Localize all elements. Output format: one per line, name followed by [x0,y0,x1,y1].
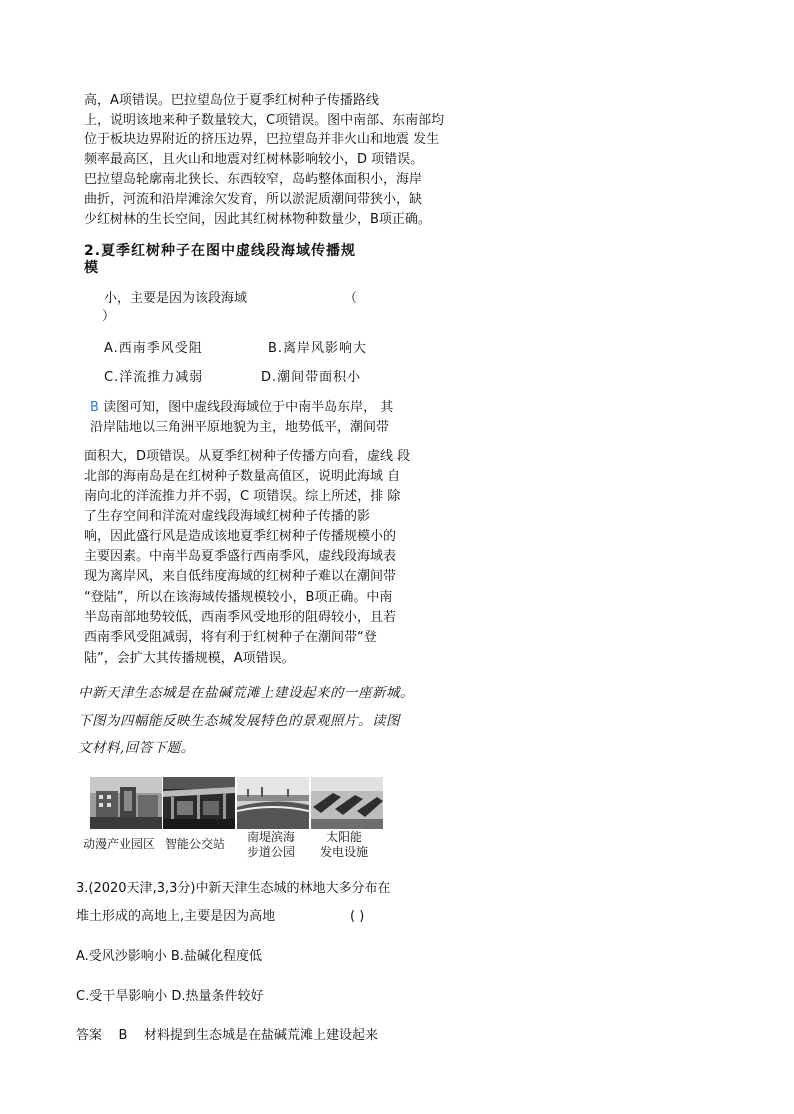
q1-expl-line: 上，说明该地来种子数量较大，C项错误。图中南部、东南部均 [84,113,445,128]
caption-animation-park: 动漫产业园区 [83,837,156,851]
material-line1: 中新天津生态城是在盐碱荒滩上建设起来的一座新城。 [78,685,414,701]
q2-stem [84,243,356,260]
q3-explanation: 材料提到生态城是在盐碱荒滩上建设起来 [144,1028,379,1043]
q2-expl-line: 现为离岸风，来自低纬度海域的红树种子难以在潮间带 [84,569,397,584]
q2-expl-line: 西南季风受阻减弱，将有利于红树种子在潮间带“登 [84,630,377,645]
q3-options-ab: A.受风沙影响小 B.盐碱化程度低 [76,949,262,964]
q2-option-d: D.潮间带面积小 [261,370,362,385]
caption-line: 步道公园 [247,845,296,859]
q2-expl-first-line: 读图可知，图中虚线段海域位于中南半岛东岸， 其 [103,400,394,415]
q2-option-b: B.离岸风影响大 [268,341,368,356]
q2-option-a: A.西南季风受阻 [104,341,203,356]
q1-expl-line: 曲折，河流和沿岸滩涂欠发育，所以淤泥质潮间带狭小，缺 [84,192,423,207]
caption-smart-bus-stop: 智能公交站 [165,837,226,851]
q2-option-c: C.洋流推力减弱 [104,370,204,385]
photo-seaside-park [237,777,309,829]
q1-expl-line: 高，A项错误。巴拉望岛位于夏季红树种子传播路线 [84,93,379,108]
q2-paren-close: ） [102,309,116,324]
photo-animation-park [90,777,162,829]
q2-expl-line: 半岛南部地势较低，西南季风受地形的阻碍较小，且若 [84,610,397,625]
photo-solar-facility [311,777,383,829]
q3-paren: ( ) [350,909,365,924]
q2-expl-line: 面积大，D项错误。从夏季红树种子传播方向看，虚线 段 [84,449,411,464]
q1-expl-line: 少红树林的生长空间，因此其红树林物种数量少，B项正确。 [84,212,431,227]
q2-expl-line: “登陆”，所以在该海域传播规模较小，B项正确。中南 [84,590,393,605]
photo-smart-bus-stop [163,777,235,829]
caption-line: 太阳能 [326,830,363,844]
q2-paren-open: （ [344,291,358,306]
q2-number: 2. [84,243,102,259]
q2-expl-line: 了生存空间和洋流对虚线段海域红树种子传播的影 [84,509,371,524]
landscape-photos [90,777,386,829]
q2-expl-line: 主要因素。中南半岛夏季盛行西南季风，虚线段海域表 [84,549,397,564]
caption-solar-facility [320,830,368,860]
q2-expl-line: 响，因此盛行风是造成该地夏季红树种子传播规模小的 [84,529,397,544]
q1-expl-line: 巴拉望岛轮廓南北狭长、东西较窄，岛屿整体面积小，海岸 [84,172,423,187]
caption-line: 南堤滨海 [247,830,296,844]
material-line2: 下图为四幅能反映生态城发展特色的景观照片。读图 [78,713,400,729]
q3-options-cd: C.受干旱影响小 D.热量条件较好 [76,989,264,1004]
q2-stem-line2: 模 [84,260,98,276]
q2-stem-line1: 夏季红树种子在图中虚线段海域传播规 [101,243,357,259]
caption-line: 发电设施 [320,845,369,859]
q2-stem-line3: 小，主要是因为该段海域 [104,291,248,306]
q3-answer: B [118,1028,128,1043]
material-line3: 文材料,回答下题。 [78,740,195,756]
caption-seaside-park [247,830,295,860]
q2-answer-letter: B [90,400,99,415]
q2-expl-line: 陆”，会扩大其传播规模，A项错误。 [84,651,295,666]
q1-expl-line: 位于板块边界附近的挤压边界，巴拉望岛并非火山和地震 发生 [84,132,440,147]
q2-expl-first-line: 沿岸陆地以三角洲平原地貌为主，地势低平，潮间带 [90,420,390,435]
q1-expl-line: 频率最高区，且火山和地震对红树林影响较小，D 项错误。 [84,152,424,167]
q2-explanation-first [90,399,393,416]
q2-expl-line: 北部的海南岛是在红树种子数量高值区，说明此海域 自 [84,469,401,484]
q3-answer-label: 答案 [76,1028,103,1043]
q3-answer-row [76,1027,378,1044]
q3-stem-line1: 3.(2020天津,3,3分)中新天津生态城的林地大多分布在 [76,881,391,896]
q2-expl-line: 南向北的洋流推力并不弱，C 项错误。综上所述，排 除 [84,489,401,504]
q3-stem-line2: 堆土形成的高地上,主要是因为高地 [76,909,276,924]
